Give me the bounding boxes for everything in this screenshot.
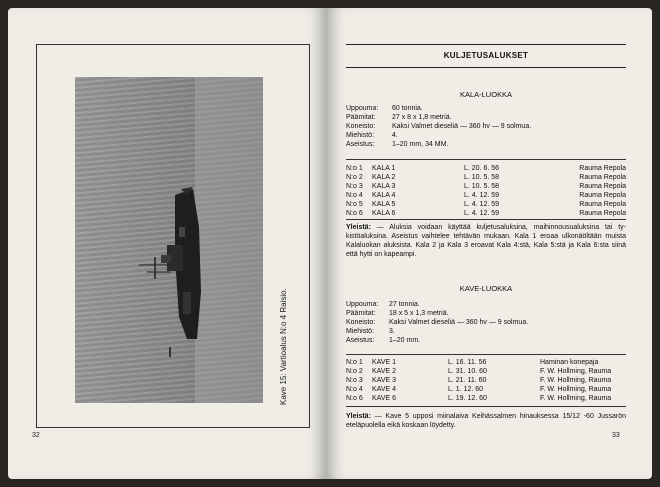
spec-label: Koneisto:	[346, 123, 376, 130]
left-page	[8, 8, 326, 479]
kave-class-title: KAVE-LUOKKA	[459, 284, 513, 293]
spec-value: 60 tonnia.	[392, 105, 423, 112]
note-label: Yleistä:	[346, 413, 371, 420]
table-row: N:o 3 KAVE 3 L. 21. 11. 60 F. W. Hollming, Rauma	[346, 377, 612, 384]
section-header	[346, 44, 626, 68]
spec-label: Aseistus:	[346, 141, 375, 148]
table-row: N:o 2 KAVE 2 L. 31. 10. 60 F. W. Hollming, Rauma	[346, 368, 612, 375]
spec-label: Miehistö:	[346, 132, 375, 139]
spec-value: 4.	[392, 132, 398, 139]
note-label: Yleistä:	[346, 224, 371, 231]
spec-value: Kaksi Valmet dieseliä — 360 hv — 9 solmua.	[389, 319, 529, 326]
spec-value: 1–20 mm, 34 MM.	[392, 141, 449, 148]
spec-value: 18 x 5 x 1,3 metriä.	[389, 310, 449, 317]
divider	[346, 219, 626, 220]
spec-label: Päämitat:	[346, 114, 376, 121]
table-row: N:o 6 KALA 6 L. 4. 12. 59 Rauma Repola	[346, 210, 626, 217]
kala-class-title: KALA-LUOKKA	[459, 90, 513, 99]
spec-label: Uppouma:	[346, 301, 379, 308]
table-row: N:o 6 KAVE 6 L. 19. 12. 60 F. W. Hollming, Rauma	[346, 395, 612, 402]
table-row: N:o 5 KALA 5 L. 4. 12. 59 Rauma Repola	[346, 201, 626, 208]
spec-value: Kaksi Valmet dieseliä — 360 hv — 9 solmua.	[392, 123, 532, 130]
page-number-left: 32	[32, 432, 40, 439]
spec-value: 1–20 mm.	[389, 337, 421, 344]
table-row: N:o 3 KALA 3 L. 10. 5. 58 Rauma Repola	[346, 183, 626, 190]
spec-value: 27 x 8 x 1,8 metriä.	[392, 114, 452, 121]
table-row: N:o 4 KAVE 4 L. 1. 12. 60 F. W. Hollming, Rauma	[346, 386, 612, 393]
kala-general-note	[346, 223, 626, 259]
kave-general-note	[346, 412, 626, 430]
divider	[346, 159, 626, 160]
kave-ship-table	[346, 358, 626, 403]
note-text: — Kave 5 upposi miinalaiva Keihässalmen hinauksessa 15/12 -60 Jussarön eteläpuolella eikä koskaan löydetty.	[346, 413, 626, 429]
spec-label: Aseistus:	[346, 337, 375, 344]
ship-silhouette	[75, 77, 263, 403]
page-number-right: 33	[612, 432, 620, 439]
ship-photo	[75, 77, 263, 403]
divider	[346, 406, 626, 407]
section-title: KULJETUSALUKSET	[443, 51, 529, 60]
note-text: — Aluksia voidaan käyttää kuljetusaluksina, maihinnousualuksina tai ty-kistöaluksina. Aseistus vaihtelee tehtävän mukaan. Kala 1 eroaa ulkonäöltään muista Kalaluokan aluksista. Kala 2 ja Kala 3 eroavat Kala 4:stä, Kala 5:stä ja Kala 6:sta siinä että hytti on kapeampi.	[346, 224, 626, 258]
divider	[346, 354, 626, 355]
table-row: N:o 2 KALA 2 L. 10. 5. 58 Rauma Repola	[346, 174, 626, 181]
right-page	[326, 8, 652, 479]
table-row: N:o 1 KALA 1 L. 20. 6. 56 Rauma Repola	[346, 165, 626, 172]
spec-value: 27 tonnia.	[389, 301, 420, 308]
kala-ship-table	[346, 164, 626, 218]
table-row: N:o 4 KALA 4 L. 4. 12. 59 Rauma Repola	[346, 192, 626, 199]
spec-label: Koneisto:	[346, 319, 376, 326]
photo-frame	[36, 44, 310, 428]
spec-label: Päämitat:	[346, 310, 376, 317]
table-row: N:o 1 KAVE 1 L. 16. 11. 56 Haminan konepaja	[346, 359, 599, 366]
spec-label: Uppouma:	[346, 105, 379, 112]
spec-value: 3.	[389, 328, 395, 335]
photo-caption: Kave 15: Vartioalus N:o 4 Raisio.	[279, 288, 288, 405]
spec-label: Miehistö:	[346, 328, 375, 335]
